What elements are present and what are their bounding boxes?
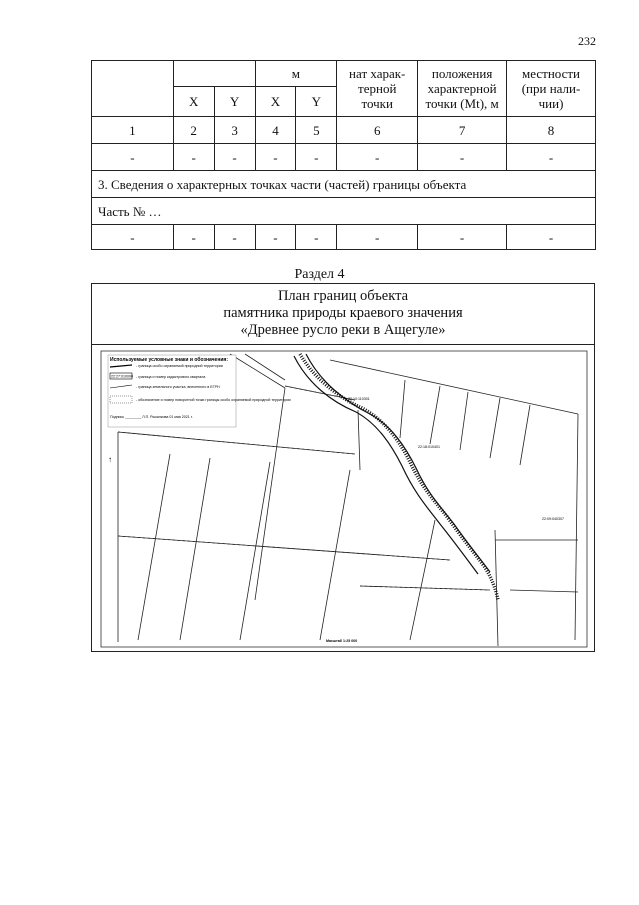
header-x2: X [255,87,296,117]
table-cell: - [255,144,296,171]
table-cell: 7 [418,117,507,144]
table-cell: - [296,225,337,250]
section-title: Раздел 4 [294,267,345,282]
table-row-section3 [92,171,596,198]
coordinates-table [91,60,596,250]
table-cell: 2 [173,117,214,144]
header-x1: X [173,87,214,117]
table-cell: - [507,144,596,171]
plan-title [92,288,594,339]
parcel-label-1: 22:10:110301 [348,397,370,401]
legend-signature: Подпись ________ Л.П. Рыкалкова 01 мая 2021 г. [110,415,193,419]
table-cell: 5 [296,117,337,144]
table-cell: - [418,225,507,250]
table-cell: - [255,225,296,250]
table-cell: - [418,144,507,171]
table-row-numbers [92,117,596,144]
header-y1: Y [214,87,255,117]
table-cell: - [214,225,255,250]
river-channel [294,354,498,600]
table-cell: - [296,144,337,171]
table-row-part [92,198,596,225]
table-row-dashes [92,144,596,171]
table-cell: 3 [214,117,255,144]
table-cell: 6 [337,117,418,144]
header-col8: местности (при нали- чии) [507,61,596,117]
parcel-label-3: 22:09:040307 [542,517,564,521]
header-col7: положения характерной точки (Mt), м [418,61,507,117]
map-scale: Масштаб 1:25 000 [326,639,358,643]
table-row-dashes-2 [92,225,596,250]
part-number-label: Часть № … [92,198,596,225]
table-cell: - [214,144,255,171]
legend-item-3: - граница земельного участка, внесенного в ЕГРН [136,385,220,389]
table-cell: - [507,225,596,250]
table-cell: - [337,225,418,250]
table-cell: 8 [507,117,596,144]
plan-frame [91,283,595,652]
legend-sample-label: 22:27:010000 [111,374,133,379]
legend-item-2: - граница и номер кадастрового квартала [136,375,206,379]
table-cell: - [173,225,214,250]
parcel-label-2: 22:18:010401 [418,445,440,449]
header-y2: Y [296,87,337,117]
north-arrow-icon: ↑ [108,455,112,464]
section3-heading: 3. Сведения о характерных точках части (частей) границы объекта [92,171,596,198]
header-cell-m: м [255,61,337,87]
legend-title: Используемые условные знаки и обозначения: [110,357,229,363]
plan-title-line-2: памятника природы краевого значения [223,305,463,321]
page-number: 232 [578,34,596,48]
table-cell: 4 [255,117,296,144]
header-col6: нат харак- терной точки [337,61,418,117]
boundary-map [100,350,588,648]
header-cell-xy1 [173,61,255,87]
plan-divider [92,344,594,345]
table-cell: - [173,144,214,171]
legend-item-4: - обозначение и номер поворотной точки границы особо охраняемой природной территории [136,398,291,402]
plan-title-line-3: «Древнее русло реки в Ащегуле» [240,322,446,338]
header-cell-1 [92,61,174,117]
legend-item-1: - граница особо охраняемой природной территории [136,364,223,368]
table-cell: - [92,225,174,250]
table-cell: - [337,144,418,171]
table-cell: 1 [92,117,174,144]
plan-title-line-1: План границ объекта [277,288,409,304]
table-cell: - [92,144,174,171]
